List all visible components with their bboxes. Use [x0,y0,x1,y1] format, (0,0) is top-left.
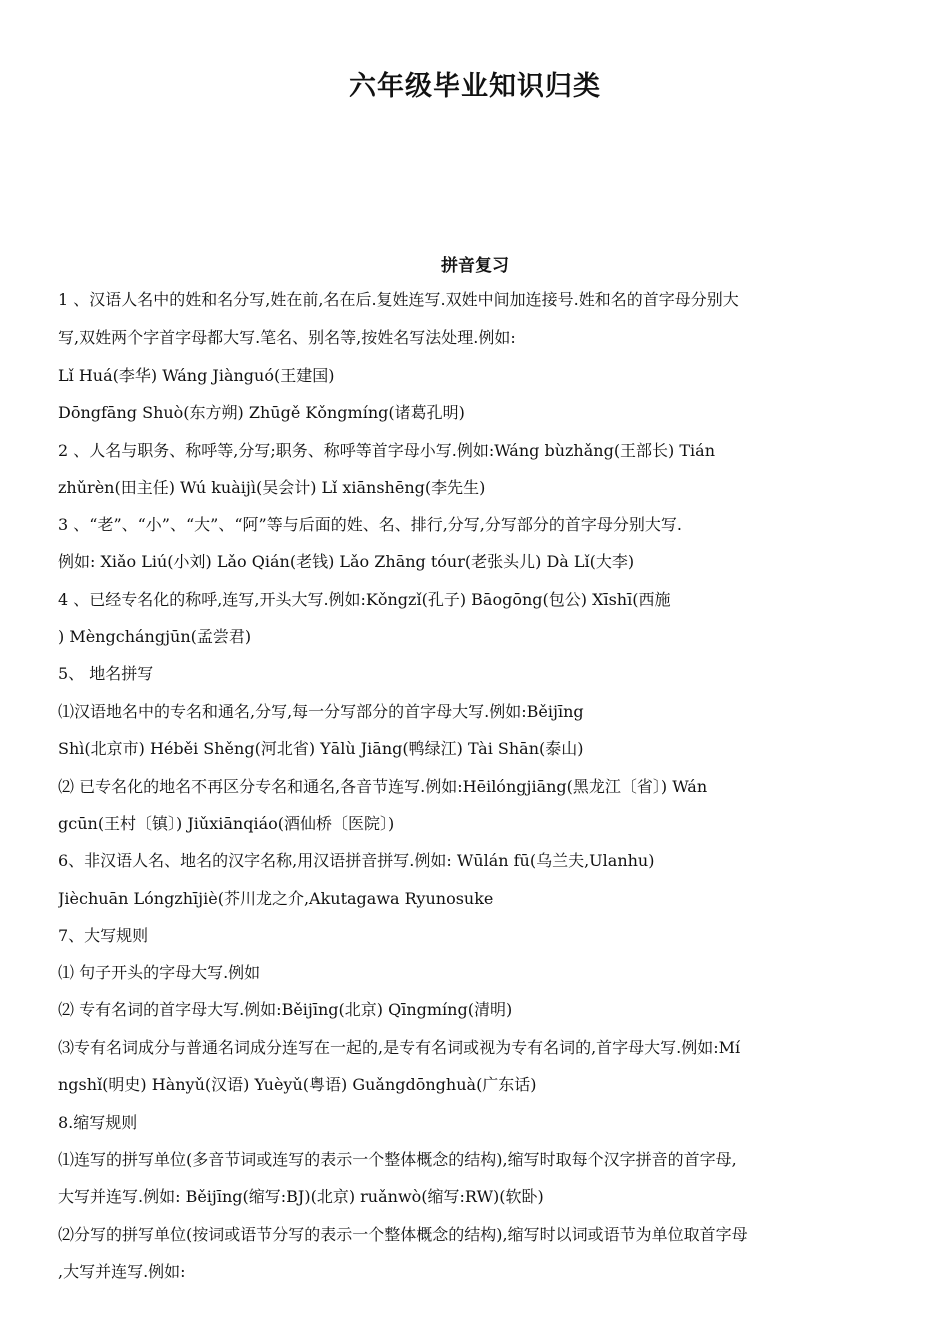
text-line: 1 、汉语人名中的姓和名分写,姓在前,名在后.复姓连写.双姓中间加连接号.姓和名的首字母分别大 [58,290,739,309]
text-line: 7、大写规则 [58,926,149,945]
text-line: Dōngfāng Shuò(东方朔) Zhūgě Kǒngmíng(诸葛孔明) [58,403,465,422]
text-line: Jièchuān Lóngzhījiè(芥川龙之介,Akutagawa Ryunosuke [58,889,494,908]
text-line: 2 、人名与职务、称呼等,分写;职务、称呼等首字母小写.例如:Wáng bùzhǎng(王部长) Tián [58,441,716,460]
section-heading: 拼音复习 [441,256,509,276]
text-line: Lǐ Huá(李华) Wáng Jiànguó(王建国) [58,366,335,385]
text-line: ⑵ 已专名化的地名不再区分专名和通名,各音节连写.例如:Hēilóngjiāng(黑龙江〔省〕) Wán [58,777,708,796]
text-line: 6、非汉语人名、地名的汉字名称,用汉语拼音拼写.例如: Wūlán fū(乌兰夫,Ulanhu) [58,851,655,870]
text-line: ) Mèngchángjūn(孟尝君) [58,627,252,646]
text-line: ⑴汉语地名中的专名和通名,分写,每一分写部分的首字母大写.例如:Běijīng [58,702,584,721]
text-line: Shì(北京市) Héběi Shěng(河北省) Yālù Jiāng(鸭绿江) Tài Shān(泰山) [58,739,584,758]
text-line: ⑵分写的拼写单位(按词或语节分写的表示一个整体概念的结构),缩写时以词或语节为单位取首字母 [58,1225,748,1244]
text-line: ⑴ 句子开头的字母大写.例如 [58,963,261,982]
text-line: 3 、“老”、“小”、“大”、“阿”等与后面的姓、名、排行,分写,分写部分的首字母分别大写. [58,515,682,534]
text-line: 例如: Xiǎo Liú(小刘) Lǎo Qián(老钱) Lǎo Zhāng tóur(老张头儿) Dà Lǐ(大李) [58,552,635,571]
text-line: ⑶专有名词成分与普通名词成分连写在一起的,是专有名词或视为专有名词的,首字母大写.例如:Mí [58,1038,741,1057]
document-title: 六年级毕业知识归类 [349,71,601,102]
text-line: ngshǐ(明史) Hànyǔ(汉语) Yuèyǔ(粤语) Guǎngdōnghuà(广东话) [58,1075,537,1094]
text-line: 5、 地名拼写 [58,664,154,683]
text-line: gcūn(王村〔镇〕) Jiǔxiānqiáo(酒仙桥〔医院〕) [58,814,395,833]
text-line: 写,双姓两个字首字母都大写.笔名、别名等,按姓名写法处理.例如: [58,328,516,347]
text-line: 8.缩写规则 [58,1113,138,1132]
text-line: 4 、已经专名化的称呼,连写,开头大写.例如:Kǒngzǐ(孔子) Bāogōng(包公) Xīshī(西施 [58,590,671,609]
text-line: ,大写并连写.例如: [58,1262,186,1281]
text-line: ⑵ 专有名词的首字母大写.例如:Běijīng(北京) Qīngmíng(清明) [58,1000,513,1019]
text-line: zhǔrèn(田主任) Wú kuàijì(吴会计) Lǐ xiānshēng(李先生) [58,478,486,497]
text-line: 大写并连写.例如: Běijīng(缩写:BJ)(北京) ruǎnwò(缩写:RW)(软卧) [58,1187,544,1206]
text-line: ⑴连写的拼写单位(多音节词或连写的表示一个整体概念的结构),缩写时取每个汉字拼音的首字母, [58,1150,737,1169]
